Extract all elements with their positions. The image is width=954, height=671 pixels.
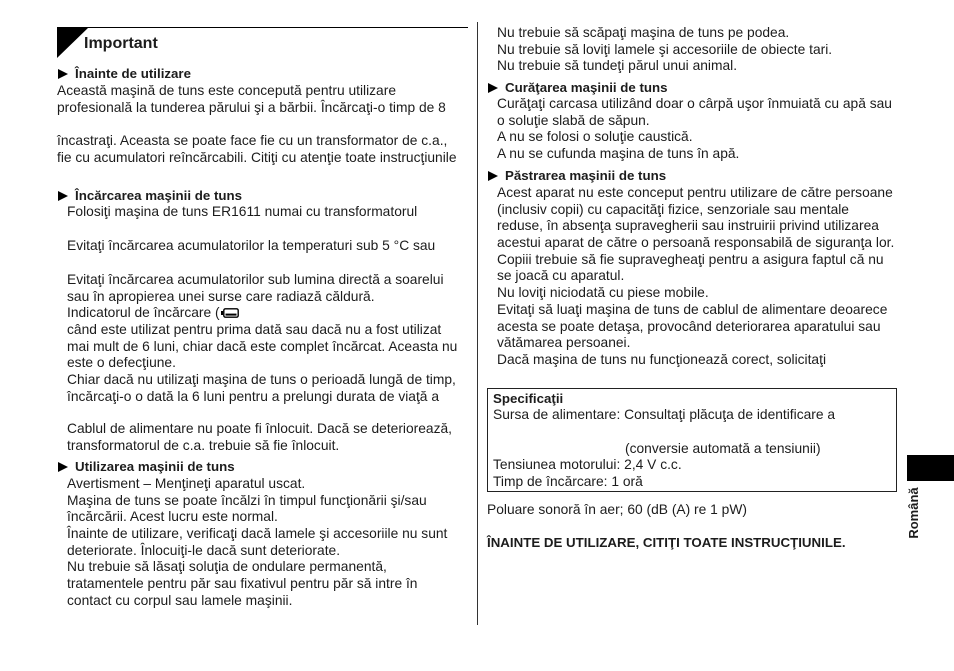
text-line: (inclusiv copii) cu capacităţi fizice, senzoriale sau mentale	[497, 201, 849, 217]
text-line	[67, 305, 457, 322]
text-line: Dacă maşina de tuns nu funcţionează corect, solicitaţi	[497, 351, 827, 367]
text-line: când este utilizat pentru prima dată sau dacă nu a fost utilizat	[67, 322, 442, 338]
specifications-box	[487, 388, 897, 492]
text-line: Acest aparat nu este conceput pentru utilizare de către persoane	[497, 185, 893, 200]
heading-text: Păstrarea maşinii de tuns	[505, 168, 667, 183]
text-line: A nu se cufunda maşina de tuns în apă.	[497, 146, 740, 162]
text-line: o soluţie slabă de săpun.	[497, 112, 650, 128]
text-line: Nu trebuie să tundeţi părul unui animal.	[497, 58, 738, 74]
text-line: mai mult de 6 luni, chiar dacă este complet încărcat. Aceasta nu	[67, 338, 458, 354]
read-instructions-notice: ÎNAINTE DE UTILIZARE, CITIŢI TOATE INSTRUCŢIUNILE.	[487, 535, 846, 550]
using-paragraph	[67, 476, 447, 610]
heading-charging	[58, 188, 242, 205]
text-line: reduse, în absenţa supravegherii sau instruirii privind utilizarea	[497, 218, 879, 234]
text-line: încărcării. Acest lucru este normal.	[67, 509, 278, 525]
text-line: A nu se folosi o soluţie caustică.	[497, 129, 693, 145]
text-line: Nu trebuie să scăpaţi maşina de tuns pe podea.	[497, 25, 790, 40]
spec-power-source: Sursa de alimentare: Consultaţi plăcuţa de identificare a	[493, 407, 836, 422]
text-line: este o defecţiune.	[67, 355, 176, 371]
heading-text: Curăţarea maşinii de tuns	[505, 80, 668, 95]
charging-item	[67, 238, 435, 255]
important-title: Important	[84, 35, 158, 52]
play-triangle-icon	[58, 462, 68, 472]
language-tab-label: Română	[906, 487, 921, 539]
text-line: Înainte de utilizare, verificaţi dacă lamele şi accesoriile nu sunt	[67, 526, 448, 542]
play-triangle-icon	[488, 83, 498, 93]
text-line: încastraţi. Aceasta se poate face fie cu un transformator de c.a.,	[57, 133, 448, 148]
text-line: tratamentele pentru păr sau fixativul pentru păr să intre în	[67, 576, 418, 592]
header-rule	[57, 27, 468, 28]
storage-paragraph	[497, 185, 894, 369]
text-line: Avertisment – Menţineţi aparatul uscat.	[67, 476, 306, 491]
spec-motor-voltage: Tensiunea motorului: 2,4 V c.c.	[493, 457, 682, 472]
text-line: Curăţaţi carcasa utilizând doar o cârpă uşor înmuiată cu apă sau	[497, 96, 892, 111]
text-line: Chiar dacă nu utilizaţi maşina de tuns o perioadă lungă de timp,	[67, 372, 456, 388]
text-line: se joacă cu aparatul.	[497, 268, 625, 284]
noise-level-text: Poluare sonoră în aer; 60 (dB (A) re 1 pW)	[487, 502, 747, 517]
play-triangle-icon	[58, 191, 68, 201]
text-line: fie cu acumulatori reîncărcabili. Citiţi cu atenţie toate instrucţiunile	[57, 149, 457, 165]
play-triangle-icon	[58, 69, 68, 79]
text-line: acestui aparat de către o persoană responsabilă de siguranţa lor.	[497, 235, 895, 251]
spec-charging-time: Timp de încărcare: 1 oră	[493, 474, 643, 489]
heading-cleaning	[488, 80, 668, 97]
charging-item	[67, 421, 452, 454]
battery-icon	[221, 308, 239, 318]
play-triangle-icon	[488, 171, 498, 181]
heading-text: Înainte de utilizare	[75, 66, 192, 81]
text-line: Evitaţi încărcarea acumulatorilor la temperaturi sub 5 °C sau	[67, 238, 436, 253]
text-line: contact cu corpul sau lamele maşinii.	[67, 592, 293, 608]
text-line: Evitaţi să luaţi maşina de tuns de cablul de alimentare deoarece	[497, 301, 888, 317]
heading-text: Încărcarea maşinii de tuns	[75, 188, 243, 203]
text-line: Nu trebuie să lăsaţi soluţia de ondulare permanentă,	[67, 559, 387, 575]
text-line: Cablul de alimentare nu poate fi înlocuit. Dacă se deteriorează,	[67, 421, 453, 436]
text-line: transformatorul de c.a. trebuie să fie înlocuit.	[67, 437, 340, 453]
text-line: Nu trebuie să loviţi lamele şi accesoriile de obiecte tari.	[497, 41, 833, 57]
text-line: acesta se poate detaşa, provocând deteriorarea aparatului sau	[497, 318, 881, 334]
text-line: Maşina de tuns se poate încălzi în timpul funcţionării şi/sau	[67, 492, 427, 508]
text-line: sau în apropierea unei surse care radiază căldură.	[67, 288, 375, 304]
text-line: Această maşină de tuns este concepută pentru utilizare	[57, 83, 396, 98]
text-line: Evitaţi încărcarea acumulatorilor sub lumina directă a soarelui	[67, 272, 444, 287]
column-divider	[477, 22, 478, 625]
heading-text: Utilizarea maşinii de tuns	[75, 459, 235, 474]
heading-using	[58, 459, 235, 476]
text-line: vătămarea persoanei.	[497, 335, 631, 351]
using-continued-paragraph	[497, 25, 832, 75]
text-fragment: Indicatorul de încărcare (	[67, 305, 220, 321]
paragraph-intro-continued	[57, 133, 457, 166]
text-line: deteriorate. Înlocuiţi-le dacă sunt deteriorate.	[67, 542, 341, 558]
charging-item	[67, 272, 457, 406]
text-line: Nu loviţi niciodată cu piese mobile.	[497, 285, 709, 301]
text-line: încărcaţi-o o dată la 6 luni pentru a prelungi durata de viaţă a	[67, 388, 439, 404]
heading-before-use	[58, 66, 191, 83]
language-tab-marker	[907, 455, 954, 481]
text-line: profesională la tunderea părului şi a bărbii. Încărcaţi-o timp de 8	[57, 99, 446, 115]
specifications-title: Specificaţii	[493, 391, 564, 406]
text-line: Folosiţi maşina de tuns ER1611 numai cu transformatorul	[67, 204, 418, 219]
spec-power-source-note: (conversie automată a tensiunii)	[625, 441, 821, 456]
heading-storage	[488, 168, 666, 185]
cleaning-paragraph	[497, 96, 892, 163]
paragraph-intro	[57, 83, 446, 116]
text-line: Copiii trebuie să fie supravegheaţi pentru a asigura faptul că nu	[497, 251, 884, 267]
charging-item	[67, 204, 417, 221]
